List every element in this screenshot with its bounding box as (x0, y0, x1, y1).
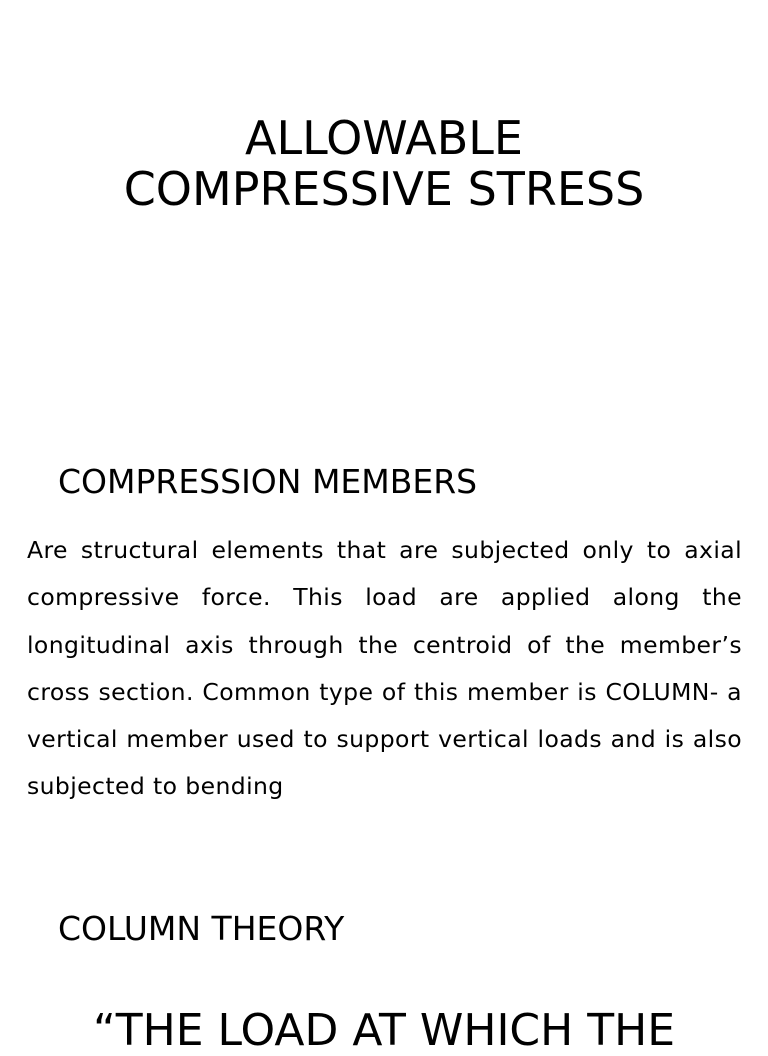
title-line-2: COMPRESSIVE STRESS (123, 162, 645, 216)
title-line-1: ALLOWABLE (245, 111, 523, 165)
section-heading-column-theory: COLUMN THEORY (58, 909, 345, 948)
compression-members-paragraph: Are structural elements that are subjected only to axial compressive force. This load are applied along the longitudinal axis through the centroid of the member’s cross section. Common type of this member is COLUMN- a vertical member used to support vertical loads and is also subjected to bending (27, 536, 742, 801)
section-heading-compression-members: COMPRESSION MEMBERS (58, 462, 478, 501)
document-title (0, 113, 768, 215)
column-theory-quote: “THE LOAD AT WHICH THE (93, 1005, 675, 1056)
